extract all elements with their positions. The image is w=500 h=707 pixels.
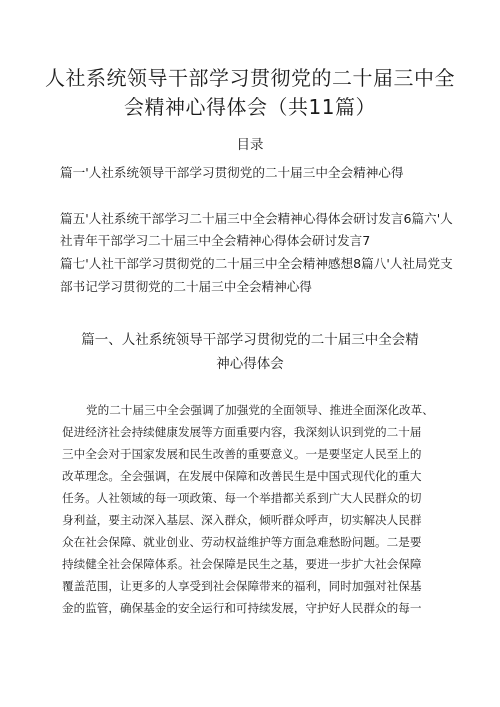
section-heading-line-1: 篇一、人社系统领导干部学习贯彻党的二十届三中全会精 — [81, 332, 419, 348]
paragraph-line: 金的监管，确保基金的安全运行和可持续发展，守护好人民群众的每一 — [62, 601, 422, 615]
toc-entry[interactable]: 篇五'人社系统干部学习二十届三中全会精神心得体会研讨发言6篇六'人 — [60, 211, 453, 226]
paragraph-line: 改革理念。全会强调，在发展中保障和改善民生是中国式现代化的重大 — [62, 469, 422, 483]
paragraph-line: 覆盖范围，让更多的人享受到社会保障带来的福利，同时加强对社保基 — [62, 579, 422, 593]
paragraph-line: 任务。人社领域的每一项政策、每一个举措都关系到广大人民群众的切 — [62, 491, 422, 505]
paragraph-line: 持续健全社会保障体系。社会保障是民生之基，要进一步扩大社会保障 — [62, 557, 422, 571]
document-title — [40, 64, 460, 122]
toc-entry-continuation[interactable]: 部书记学习贯彻党的二十届三中全会精神心得 — [60, 279, 312, 294]
toc-heading: 目录 — [236, 137, 264, 153]
title-line-1: 人社系统领导干部学习贯彻党的二十届三中全 — [45, 66, 455, 90]
title-line-2: 会精神心得体会（共11篇） — [124, 95, 376, 119]
paragraph-line: 身利益，要主动深入基层、深入群众，倾听群众呼声，切实解决人民群 — [62, 513, 422, 527]
section-heading-line-2: 神心得体会 — [216, 356, 284, 372]
paragraph-line: 促进经济社会持续健康发展等方面重要内容，我深刻认识到党的二十届 — [62, 425, 422, 439]
toc-entry-continuation[interactable]: 社青年干部学习二十届三中全会精神心得体会研讨发言7 — [60, 233, 371, 248]
paragraph-line: 众在社会保障、就业创业、劳动权益维护等方面急难愁盼问题。二是要 — [62, 535, 422, 549]
toc-entry[interactable]: 篇一'人社系统领导干部学习贯彻党的二十届三中全会精神心得 — [60, 165, 404, 180]
paragraph-line: 党的二十届三中全会强调了加强党的全面领导、推进全面深化改革、 — [86, 403, 434, 417]
paragraph-line: 三中全会对于国家发展和民生改善的重要意义。一是要坚定人民至上的 — [62, 447, 422, 461]
toc-entry[interactable]: 篇七'人社干部学习贯彻党的二十届三中全会精神感想8篇八'人社局党支 — [60, 256, 453, 271]
